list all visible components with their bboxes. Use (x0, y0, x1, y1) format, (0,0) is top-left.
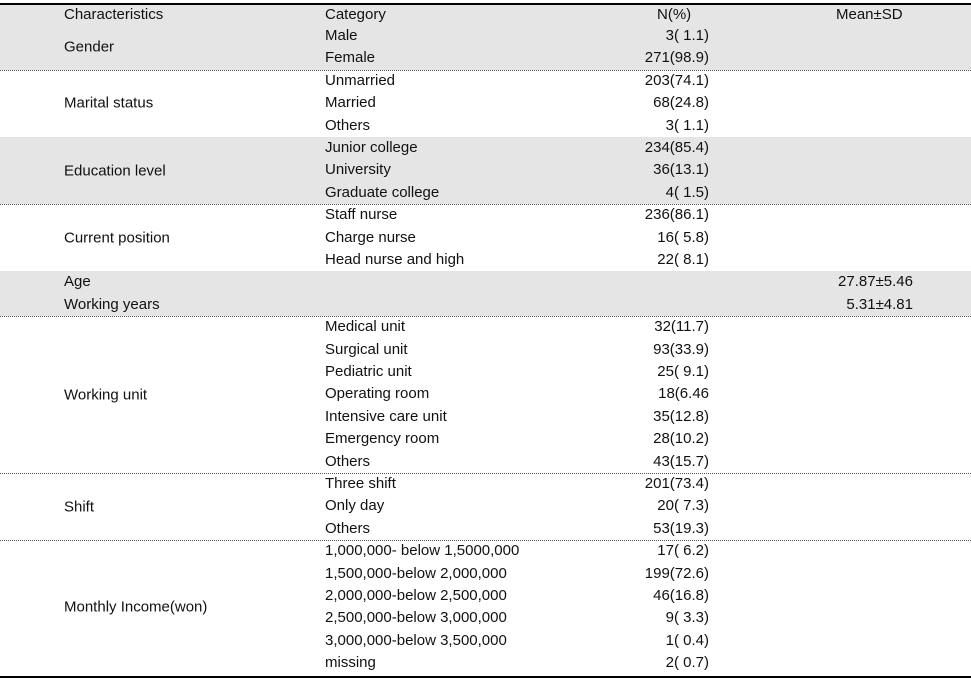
table-row (0, 70, 971, 92)
category-cell: Three shift (325, 475, 396, 492)
characteristic-label: Education level (64, 162, 166, 180)
category-cell: Operating room (325, 385, 430, 403)
n-percent-cell: 46(16.8) (653, 587, 709, 604)
category-cell: Medical unit (325, 318, 406, 336)
category-cell: 2,000,000-below 2,500,000 (325, 587, 507, 604)
n-percent-cell: 53(19.3) (653, 519, 709, 537)
n-percent-cell: 43(15.7) (653, 452, 709, 470)
table-row (0, 518, 971, 540)
table-row (0, 294, 971, 316)
n-percent-cell: 4( 1.5) (665, 183, 709, 201)
n-percent-cell: 25( 9.1) (657, 363, 709, 380)
table-row (0, 652, 971, 674)
n-percent-cell: 22( 8.1) (657, 251, 709, 268)
n-percent-cell: 199(72.6) (644, 564, 709, 582)
category-cell: Head nurse and high (325, 251, 465, 268)
characteristic-label: Gender (64, 38, 115, 56)
category-cell: Unmarried (325, 71, 396, 89)
mean-sd-cell: 5.31±4.81 (846, 295, 913, 313)
table-row (0, 47, 971, 69)
category-cell: Graduate college (325, 183, 440, 201)
category-cell: Female (325, 49, 376, 67)
table-row (0, 563, 971, 585)
n-percent-cell: 2( 0.7) (665, 654, 709, 672)
n-percent-cell: 28(10.2) (653, 430, 709, 448)
table-row (0, 630, 971, 652)
header-n-percent: N(%) (657, 6, 692, 23)
characteristic-label: Monthly Income(won) (64, 598, 208, 616)
n-percent-cell: 20( 7.3) (657, 497, 709, 515)
n-percent-cell: 36(13.1) (653, 161, 709, 179)
table-row (0, 406, 971, 428)
n-percent-cell: 93(33.9) (653, 340, 709, 358)
table-row (0, 249, 971, 271)
n-percent-cell: 17( 6.2) (657, 542, 709, 560)
characteristic-label: Marital status (64, 94, 154, 112)
category-cell: Others (325, 452, 371, 470)
category-cell: Male (325, 27, 358, 44)
table-row (0, 495, 971, 517)
table-row (0, 339, 971, 361)
n-percent-cell: 3( 1.1) (665, 116, 709, 134)
n-percent-cell: 203(74.1) (644, 71, 709, 89)
n-percent-cell: 271(98.9) (644, 49, 709, 67)
n-percent-cell: 16( 5.8) (657, 228, 709, 246)
table-row (0, 428, 971, 450)
n-percent-cell: 9( 3.3) (665, 609, 709, 627)
n-percent-cell: 32(11.7) (654, 318, 709, 336)
category-cell: Junior college (325, 139, 418, 156)
category-cell: missing (325, 654, 376, 672)
category-cell: 1,000,000- below 1,5000,000 (325, 542, 520, 560)
characteristic-label: Age (64, 273, 91, 291)
category-cell: Emergency room (325, 430, 440, 448)
n-percent-cell: 236(86.1) (644, 206, 709, 224)
n-percent-cell: 35(12.8) (653, 407, 709, 425)
n-percent-cell: 1( 0.4) (665, 631, 709, 649)
characteristic-label: Shift (64, 498, 95, 516)
category-cell: Staff nurse (325, 206, 398, 224)
category-cell: Only day (325, 497, 385, 515)
table-row (0, 271, 971, 293)
category-cell: 1,500,000-below 2,000,000 (325, 564, 507, 582)
table-row (0, 115, 971, 137)
table-header-row (0, 3, 971, 26)
n-percent-cell: 201(73.4) (644, 475, 709, 492)
characteristic-label: Working unit (64, 386, 148, 404)
n-percent-cell: 234(85.4) (644, 139, 709, 156)
category-cell: Charge nurse (325, 228, 416, 246)
table-row (0, 540, 971, 562)
n-percent-cell: 3( 1.1) (665, 27, 709, 44)
n-percent-cell: 68(24.8) (653, 94, 709, 112)
table-row (0, 361, 971, 383)
category-cell: Married (325, 94, 376, 112)
mean-sd-cell: 27.87±5.46 (838, 273, 913, 291)
header-mean-sd: Mean±SD (836, 6, 903, 23)
table-bottom-rule (0, 676, 971, 678)
category-cell: 2,500,000-below 3,000,000 (325, 609, 507, 627)
header-characteristics: Characteristics (64, 6, 164, 23)
n-percent-cell: 18(6.46 (658, 385, 709, 403)
table-row (0, 182, 971, 204)
table-row (0, 316, 971, 338)
table-row (0, 473, 971, 495)
category-cell: Others (325, 116, 371, 134)
category-cell: 3,000,000-below 3,500,000 (325, 631, 507, 649)
header-category: Category (325, 6, 386, 23)
characteristic-label: Working years (64, 295, 160, 313)
characteristic-label: Current position (64, 229, 170, 247)
table-row (0, 451, 971, 473)
category-cell: Intensive care unit (325, 407, 447, 425)
category-cell: University (325, 161, 391, 179)
table-row (0, 204, 971, 226)
category-cell: Others (325, 519, 371, 537)
table-row (0, 25, 971, 47)
category-cell: Pediatric unit (325, 363, 412, 380)
table-row (0, 137, 971, 159)
category-cell: Surgical unit (325, 340, 408, 358)
